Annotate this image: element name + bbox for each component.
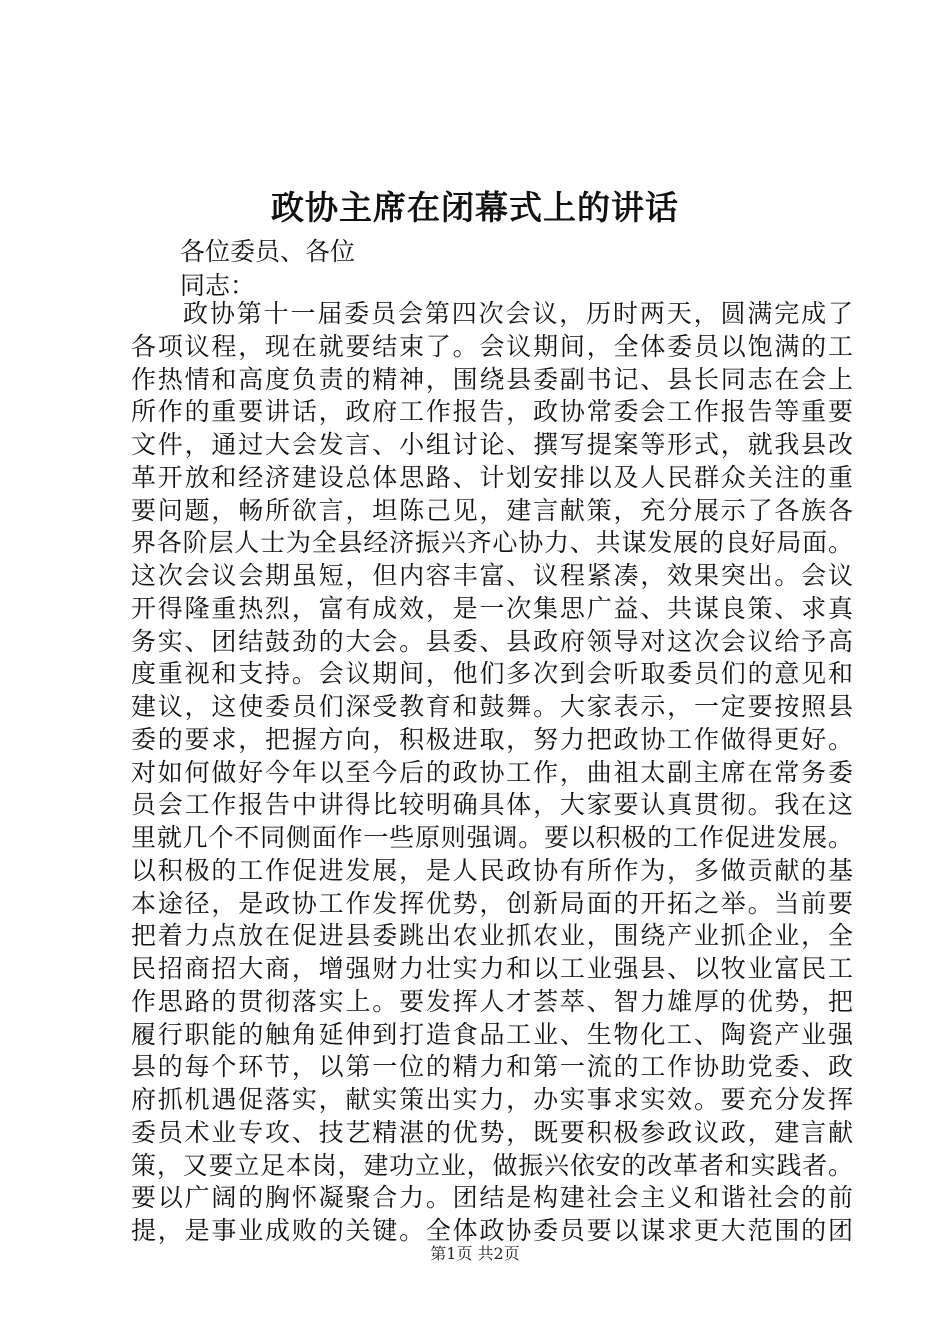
body-line: 开得隆重热烈，富有成效，是一次集思广益、共谋良策、求真: [131, 593, 853, 623]
body-line: 建议，这使委员们深受教育和鼓舞。大家表示，一定要按照县: [131, 692, 853, 721]
body-line: 要问题，畅所欲言，坦陈己见，建言献策，充分展示了各族各: [131, 495, 853, 525]
body-line: 对如何做好今年以至今后的政协工作，曲祖太副主席在常务委: [131, 757, 853, 787]
body-line: 把着力点放在促进县委跳出农业抓农业，围绕产业抓企业，全: [131, 921, 853, 951]
body-line: 员会工作报告中讲得比较明确具体，大家要认真贯彻。我在这: [131, 790, 853, 820]
body-line: 委的要求，把握方向，积极进取，努力把政协工作做得更好。: [131, 724, 853, 754]
body-line: 县的每个环节，以第一位的精力和第一流的工作协助党委、政: [131, 1052, 853, 1082]
body-line: 政协第十一届委员会第四次会议，历时两天，圆满完成了: [183, 299, 853, 328]
page-footer: 第1页 共2页: [430, 1244, 520, 1263]
body-line: 文件，通过大会发言、小组讨论、撰写提案等形式，就我县改: [131, 430, 853, 459]
body-line: 革开放和经济建设总体思路、计划安排以及人民群众关注的重: [131, 462, 853, 492]
body-line: 民招商招大商，增强财力壮实力和以工业强县、以牧业富民工: [131, 954, 853, 983]
body-line: 务实、团结鼓劲的大会。县委、县政府领导对这次会议给予高: [131, 626, 853, 656]
body-line: 履行职能的触角延伸到打造食品工业、生物化工、陶瓷产业强: [131, 1019, 853, 1049]
body-line: 作热情和高度负责的精神，围绕县委副书记、县长同志在会上: [131, 364, 853, 394]
body-line: 度重视和支持。会议期间，他们多次到会听取委员们的意见和: [131, 659, 853, 689]
body-line: 要以广阔的胸怀凝聚合力。团结是构建社会主义和谐社会的前: [131, 1183, 853, 1213]
body-line: 界各阶层人士为全县经济振兴齐心协力、共谋发展的良好局面。: [131, 528, 853, 558]
salutation-line-2: 同志：: [180, 271, 256, 300]
salutation-line-1: 各位委员、各位: [180, 237, 356, 266]
body-line: 所作的重要讲话，政府工作报告，政协常委会工作报告等重要: [131, 397, 853, 427]
document-title: 政协主席在闭幕式上的讲话: [271, 188, 679, 227]
body-line: 委员术业专攻、技艺精湛的优势，既要积极参政议政，建言献: [131, 1117, 853, 1147]
body-line: 策，又要立足本岗，建功立业，做振兴依安的改革者和实践者。: [131, 1150, 853, 1180]
body-line: 各项议程，现在就要结束了。会议期间，全体委员以饱满的工: [131, 331, 853, 361]
body-line: 以积极的工作促进发展，是人民政协有所作为，多做贡献的基: [131, 855, 853, 885]
body-line: 府抓机遇促落实，献实策出实力，办实事求实效。要充分发挥: [131, 1085, 853, 1114]
body-paragraph: [131, 298, 853, 1248]
body-line: 作思路的贯彻落实上。要发挥人才荟萃、智力雄厚的优势，把: [131, 986, 853, 1016]
body-line: 里就几个不同侧面作一些原则强调。要以积极的工作促进发展。: [131, 823, 853, 852]
body-line: 这次会议会期虽短，但内容丰富、议程紧凑，效果突出。会议: [131, 561, 853, 590]
body-line: 提，是事业成败的关键。全体政协委员要以谋求更大范围的团: [131, 1216, 853, 1245]
body-line: 本途径，是政协工作发挥优势，创新局面的开拓之举。当前要: [131, 888, 853, 918]
